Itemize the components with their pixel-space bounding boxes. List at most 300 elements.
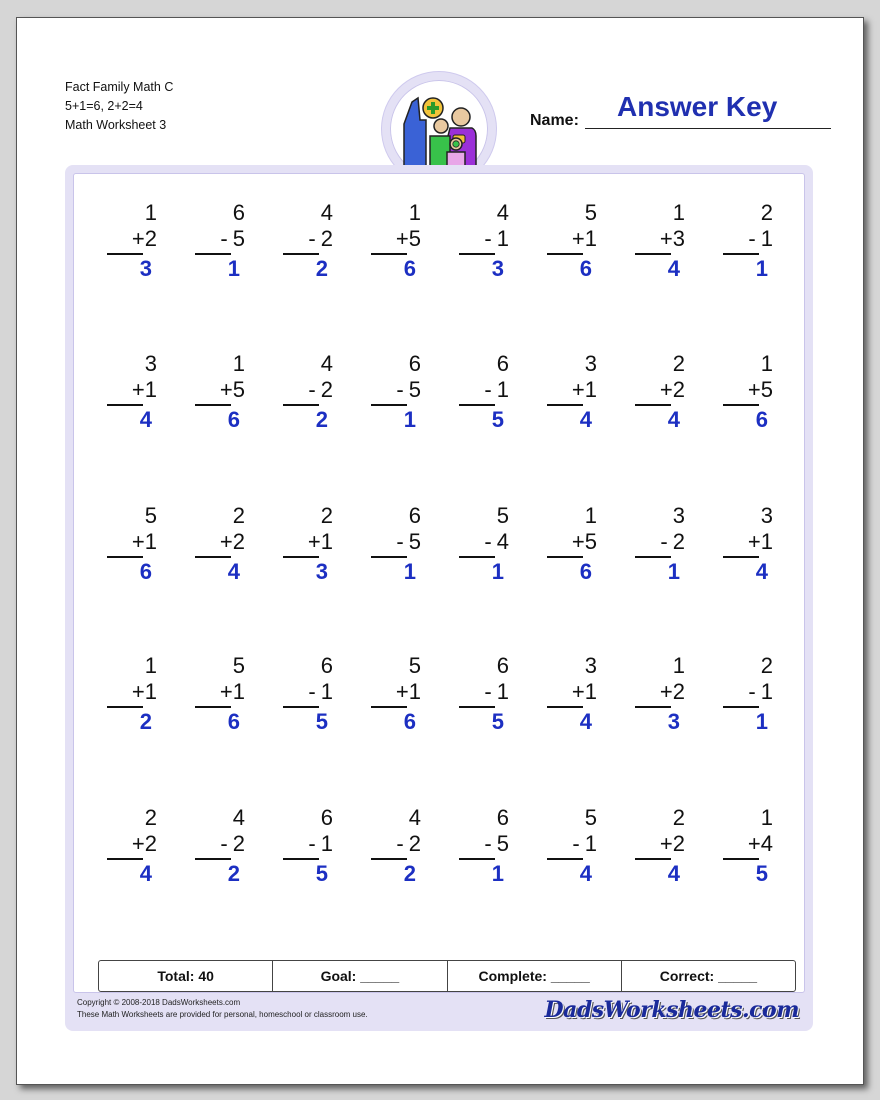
problem <box>459 479 523 584</box>
problem-answer: 2 <box>315 407 328 432</box>
problem <box>723 327 787 432</box>
problem-operator: + <box>747 529 761 554</box>
problem-operator-line <box>132 831 157 857</box>
problem-operator: - <box>396 831 404 856</box>
problem-top-number: 6 <box>496 805 509 830</box>
problem-top-number: 1 <box>584 503 597 528</box>
problem-top-number: 1 <box>408 200 421 225</box>
problem-bottom-number: 2 <box>672 529 685 554</box>
problem-answer: 6 <box>227 407 240 432</box>
problem-operator-line <box>484 679 509 705</box>
problem <box>107 781 171 886</box>
problem-operator-line <box>308 226 333 252</box>
problem-operator-line <box>484 226 509 252</box>
answer-line <box>195 556 231 558</box>
problem-operator-line <box>132 226 157 252</box>
problem-answer: 2 <box>227 861 240 886</box>
problem-operator-line <box>220 226 245 252</box>
problem-bottom-number: 1 <box>760 679 773 704</box>
copyright-block <box>77 997 368 1021</box>
problem-bottom-number: 1 <box>584 679 597 704</box>
problem-top-number: 4 <box>408 805 421 830</box>
problem-answer: 2 <box>315 256 328 281</box>
problem-bottom-number: 2 <box>144 226 157 251</box>
problem-top-number: 2 <box>232 503 245 528</box>
problem <box>635 781 699 886</box>
problem <box>107 176 171 281</box>
problem-operator-line <box>396 377 421 403</box>
problem <box>195 327 259 432</box>
worksheet-page <box>16 17 864 1085</box>
problem-top-number: 5 <box>584 200 597 225</box>
problem-answer: 6 <box>579 559 592 584</box>
problem-answer: 1 <box>755 709 768 734</box>
problem-top-number: 6 <box>408 351 421 376</box>
problem <box>547 629 611 734</box>
problem-top-number: 6 <box>320 805 333 830</box>
answer-line <box>107 556 143 558</box>
problem-bottom-number: 1 <box>408 679 421 704</box>
problem-operator: - <box>396 377 404 402</box>
problem <box>547 781 611 886</box>
problem-operator-line <box>308 529 333 555</box>
problem <box>107 479 171 584</box>
problem-top-number: 2 <box>672 351 685 376</box>
problem-operator-line <box>748 831 773 857</box>
problem-operator: + <box>659 679 673 704</box>
problem-operator-line <box>220 679 245 705</box>
problem-answer: 1 <box>403 407 416 432</box>
answer-line <box>547 404 583 406</box>
problem-bottom-number: 1 <box>144 377 157 402</box>
problem-operator: + <box>571 529 585 554</box>
problem-bottom-number: 1 <box>144 679 157 704</box>
problem <box>635 479 699 584</box>
problem-operator: + <box>219 679 233 704</box>
problem <box>371 629 435 734</box>
problem-operator: + <box>395 226 409 251</box>
answer-line <box>723 404 759 406</box>
problem-operator: - <box>660 529 668 554</box>
problem-bottom-number: 1 <box>320 529 333 554</box>
answer-line <box>283 706 319 708</box>
problem-answer: 6 <box>755 407 768 432</box>
answer-line <box>723 858 759 860</box>
problem-operator: - <box>484 377 492 402</box>
answer-line <box>107 706 143 708</box>
problem-answer: 1 <box>403 559 416 584</box>
problem-operator-line <box>220 831 245 857</box>
problem-answer: 3 <box>491 256 504 281</box>
answer-line <box>459 858 495 860</box>
problem-operator: - <box>308 226 316 251</box>
problem-top-number: 1 <box>232 351 245 376</box>
answer-line <box>547 706 583 708</box>
problem-operator: - <box>220 226 228 251</box>
problem-bottom-number: 4 <box>496 529 509 554</box>
problem-operator: + <box>219 377 233 402</box>
problem <box>371 479 435 584</box>
problem-operator: + <box>131 226 145 251</box>
problem-bottom-number: 2 <box>144 831 157 856</box>
problem-answer: 4 <box>755 559 768 584</box>
problem-operator: - <box>308 679 316 704</box>
problem <box>371 781 435 886</box>
problem-top-number: 2 <box>760 653 773 678</box>
problem-answer: 1 <box>755 256 768 281</box>
problem-operator: + <box>747 377 761 402</box>
problem-operator: - <box>308 831 316 856</box>
problem-top-number: 5 <box>232 653 245 678</box>
problem <box>195 479 259 584</box>
problem-answer: 4 <box>667 256 680 281</box>
problem-top-number: 5 <box>496 503 509 528</box>
problem-operator: + <box>131 831 145 856</box>
problem <box>459 327 523 432</box>
problem-answer: 4 <box>579 861 592 886</box>
problem-bottom-number: 5 <box>496 831 509 856</box>
problem-answer: 1 <box>491 861 504 886</box>
problem-top-number: 3 <box>760 503 773 528</box>
problem-top-number: 3 <box>584 653 597 678</box>
complete-field: Complete: _____ <box>448 961 622 991</box>
answer-line <box>723 556 759 558</box>
problem-operator: + <box>659 831 673 856</box>
problem-answer: 4 <box>139 861 152 886</box>
problem <box>723 176 787 281</box>
problem-top-number: 6 <box>320 653 333 678</box>
problem-bottom-number: 1 <box>584 226 597 251</box>
problem <box>723 479 787 584</box>
problem <box>371 176 435 281</box>
answer-line <box>635 858 671 860</box>
problem-answer: 5 <box>755 861 768 886</box>
name-label: Name: <box>530 112 579 129</box>
problem-answer: 5 <box>315 709 328 734</box>
answer-line <box>283 858 319 860</box>
problem-bottom-number: 2 <box>320 226 333 251</box>
problem-area <box>73 173 805 993</box>
problem-bottom-number: 4 <box>760 831 773 856</box>
problem-operator-line <box>484 529 509 555</box>
problem-answer: 4 <box>667 407 680 432</box>
answer-line <box>723 706 759 708</box>
problem-answer: 5 <box>315 861 328 886</box>
problem-answer: 6 <box>403 709 416 734</box>
problem-top-number: 6 <box>408 503 421 528</box>
answer-line <box>283 253 319 255</box>
problem-top-number: 1 <box>144 200 157 225</box>
problem-frame <box>65 165 813 1031</box>
problem <box>635 629 699 734</box>
name-line <box>585 128 831 129</box>
problem <box>459 629 523 734</box>
problem-bottom-number: 1 <box>584 377 597 402</box>
problem-operator: + <box>219 529 233 554</box>
total-count: Total: 40 <box>99 961 273 991</box>
problem <box>723 781 787 886</box>
problem-bottom-number: 1 <box>584 831 597 856</box>
problem-operator: + <box>571 226 585 251</box>
problem <box>635 327 699 432</box>
problem-bottom-number: 1 <box>320 831 333 856</box>
problem-operator-line <box>660 529 685 555</box>
answer-line <box>635 706 671 708</box>
problem-answer: 6 <box>403 256 416 281</box>
problem-bottom-number: 1 <box>496 679 509 704</box>
answer-line <box>635 556 671 558</box>
problem-answer: 5 <box>491 709 504 734</box>
problem-operator-line <box>660 831 685 857</box>
problem-answer: 2 <box>403 861 416 886</box>
problem-bottom-number: 1 <box>144 529 157 554</box>
answer-line <box>547 556 583 558</box>
problem-operator: + <box>131 377 145 402</box>
answer-line <box>459 404 495 406</box>
problem-operator-line <box>132 679 157 705</box>
problem-operator-line <box>308 679 333 705</box>
problem-operator: - <box>308 377 316 402</box>
problem <box>107 327 171 432</box>
problem-operator: + <box>571 679 585 704</box>
problem-bottom-number: 5 <box>408 529 421 554</box>
problem <box>371 327 435 432</box>
worksheet-number: Math Worksheet 3 <box>65 118 167 132</box>
fact-family-people-icon <box>390 80 488 178</box>
answer-line <box>635 404 671 406</box>
problem-bottom-number: 5 <box>408 377 421 402</box>
answer-line <box>371 404 407 406</box>
problem-answer: 5 <box>491 407 504 432</box>
problem-top-number: 5 <box>584 805 597 830</box>
answer-line <box>459 556 495 558</box>
answer-line <box>107 253 143 255</box>
problem-operator-line <box>308 831 333 857</box>
problem-operator-line <box>572 529 597 555</box>
problem <box>283 479 347 584</box>
problem-bottom-number: 5 <box>232 226 245 251</box>
problem-top-number: 6 <box>232 200 245 225</box>
goal-field: Goal: _____ <box>273 961 447 991</box>
problem <box>283 327 347 432</box>
problem-bottom-number: 2 <box>320 377 333 402</box>
problem-operator: + <box>131 529 145 554</box>
answer-line <box>195 858 231 860</box>
answer-line <box>195 253 231 255</box>
problem-answer: 1 <box>491 559 504 584</box>
problem-top-number: 1 <box>672 200 685 225</box>
problem <box>283 781 347 886</box>
problem-operator: - <box>484 831 492 856</box>
problem <box>195 781 259 886</box>
problem-operator: + <box>571 377 585 402</box>
problem-bottom-number: 2 <box>232 831 245 856</box>
problem-operator-line <box>220 529 245 555</box>
problem-operator-line <box>748 377 773 403</box>
answer-line <box>547 858 583 860</box>
problem <box>107 629 171 734</box>
brand-logo: DadsWorksheets.com <box>544 997 799 1023</box>
answer-line <box>107 404 143 406</box>
problem-bottom-number: 2 <box>672 377 685 402</box>
problem-top-number: 4 <box>320 351 333 376</box>
problem-operator-line <box>572 226 597 252</box>
problem <box>195 176 259 281</box>
answer-line <box>547 253 583 255</box>
problem-bottom-number: 2 <box>672 679 685 704</box>
worksheet-info <box>65 78 173 135</box>
name-value: Answer Key <box>617 91 778 122</box>
problem-answer: 3 <box>139 256 152 281</box>
problem-operator: - <box>748 679 756 704</box>
problem-top-number: 3 <box>144 351 157 376</box>
problem-operator: + <box>395 679 409 704</box>
problem-operator: - <box>220 831 228 856</box>
totals-bar <box>98 960 796 992</box>
answer-line <box>723 253 759 255</box>
problem-operator-line <box>660 226 685 252</box>
problem-top-number: 1 <box>672 653 685 678</box>
problem-top-number: 6 <box>496 653 509 678</box>
answer-line <box>459 253 495 255</box>
problem-top-number: 3 <box>584 351 597 376</box>
answer-line <box>371 556 407 558</box>
problem-bottom-number: 1 <box>320 679 333 704</box>
answer-line <box>283 404 319 406</box>
problem <box>283 176 347 281</box>
problem-bottom-number: 1 <box>760 529 773 554</box>
problem-operator-line <box>132 377 157 403</box>
problem-operator-line <box>748 679 773 705</box>
problem-operator-line <box>396 226 421 252</box>
problem-operator: - <box>484 226 492 251</box>
problem-operator-line <box>572 831 597 857</box>
problem-answer: 1 <box>227 256 240 281</box>
problem-answer: 6 <box>227 709 240 734</box>
problem-operator: + <box>747 831 761 856</box>
problem-bottom-number: 1 <box>232 679 245 704</box>
problem-operator: - <box>484 529 492 554</box>
problem-answer: 4 <box>579 407 592 432</box>
problem-operator-line <box>660 377 685 403</box>
problem-operator-line <box>660 679 685 705</box>
problem-answer: 6 <box>579 256 592 281</box>
problem-answer: 4 <box>139 407 152 432</box>
problem <box>195 629 259 734</box>
problem-operator-line <box>748 226 773 252</box>
problem-answer: 4 <box>227 559 240 584</box>
copyright-text: Copyright © 2008-2018 DadsWorksheets.com <box>77 998 241 1007</box>
problem <box>459 781 523 886</box>
problem-answer: 4 <box>667 861 680 886</box>
problem-operator: + <box>307 529 321 554</box>
problem-bottom-number: 1 <box>760 226 773 251</box>
problem-answer: 1 <box>667 559 680 584</box>
problem-bottom-number: 5 <box>584 529 597 554</box>
problem <box>547 327 611 432</box>
problem-operator-line <box>308 377 333 403</box>
problem-top-number: 1 <box>144 653 157 678</box>
problem-answer: 2 <box>139 709 152 734</box>
answer-line <box>459 706 495 708</box>
problem-operator-line <box>396 831 421 857</box>
answer-line <box>195 404 231 406</box>
problem <box>283 629 347 734</box>
problem-top-number: 2 <box>320 503 333 528</box>
problem-operator-line <box>748 529 773 555</box>
problem-operator-line <box>132 529 157 555</box>
problem <box>723 629 787 734</box>
problem-bottom-number: 2 <box>232 529 245 554</box>
problem-top-number: 4 <box>232 805 245 830</box>
problem <box>547 479 611 584</box>
problem-bottom-number: 5 <box>760 377 773 402</box>
answer-line <box>635 253 671 255</box>
problem-answer: 6 <box>139 559 152 584</box>
problem-operator-line <box>396 529 421 555</box>
problem-answer: 3 <box>315 559 328 584</box>
problem-top-number: 1 <box>760 805 773 830</box>
problem-top-number: 5 <box>144 503 157 528</box>
problem-top-number: 2 <box>760 200 773 225</box>
worksheet-example: 5+1=6, 2+2=4 <box>65 99 143 113</box>
problem-bottom-number: 2 <box>672 831 685 856</box>
problem-bottom-number: 1 <box>496 226 509 251</box>
problem-top-number: 3 <box>672 503 685 528</box>
problem <box>547 176 611 281</box>
answer-line <box>107 858 143 860</box>
problem-bottom-number: 2 <box>408 831 421 856</box>
problem-bottom-number: 3 <box>672 226 685 251</box>
answer-line <box>283 556 319 558</box>
problem-bottom-number: 1 <box>496 377 509 402</box>
problem-operator: + <box>131 679 145 704</box>
problem-bottom-number: 5 <box>232 377 245 402</box>
problem-operator-line <box>572 377 597 403</box>
problem <box>459 176 523 281</box>
problem-top-number: 2 <box>144 805 157 830</box>
answer-line <box>371 706 407 708</box>
problem-top-number: 4 <box>320 200 333 225</box>
answer-line <box>371 858 407 860</box>
problem-top-number: 6 <box>496 351 509 376</box>
problem-operator: + <box>659 377 673 402</box>
worksheet-title: Fact Family Math C <box>65 80 174 94</box>
problem <box>635 176 699 281</box>
problem-operator-line <box>484 831 509 857</box>
problem-operator: - <box>572 831 580 856</box>
problem-operator-line <box>572 679 597 705</box>
problem-top-number: 2 <box>672 805 685 830</box>
correct-field: Correct: _____ <box>659 968 758 984</box>
problem-operator-line <box>220 377 245 403</box>
problem-operator: - <box>396 529 404 554</box>
problem-bottom-number: 5 <box>408 226 421 251</box>
problem-operator-line <box>396 679 421 705</box>
problem-operator: + <box>659 226 673 251</box>
usage-note: These Math Worksheets are provided for personal, homeschool or classroom use. <box>77 1010 368 1019</box>
problem-operator: - <box>484 679 492 704</box>
problem-operator: - <box>748 226 756 251</box>
problem-top-number: 1 <box>760 351 773 376</box>
problem-top-number: 4 <box>496 200 509 225</box>
answer-line <box>195 706 231 708</box>
problem-operator-line <box>484 377 509 403</box>
problem-answer: 4 <box>579 709 592 734</box>
problem-top-number: 5 <box>408 653 421 678</box>
problem-answer: 3 <box>667 709 680 734</box>
answer-line <box>371 253 407 255</box>
